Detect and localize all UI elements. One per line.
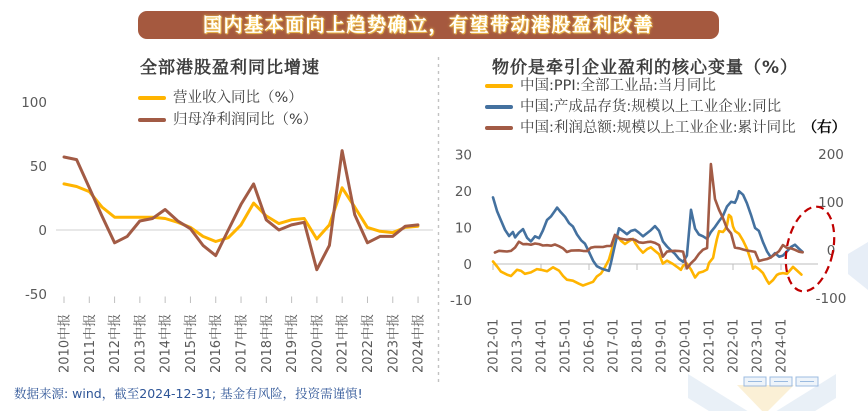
right-x-label: 2020-01 [678, 318, 694, 373]
left-x-label: 2011中报 [82, 313, 98, 373]
legend-item-total-profit [485, 119, 846, 137]
inventory-legend-swatch [485, 105, 513, 109]
left-x-label: 2010中报 [57, 313, 73, 373]
legend-item-profit [138, 111, 317, 129]
right-x-label: 2013-01 [510, 318, 526, 373]
left-y-label: 0 [38, 222, 47, 239]
left-x-label: 2017中报 [234, 313, 250, 373]
legend-item-inventory [485, 98, 781, 116]
right-x-label: 2014-01 [534, 318, 550, 373]
right-x-label: 2019-01 [654, 318, 670, 373]
left-y-label: 50 [29, 158, 47, 175]
right-right-y-label: 100 [818, 194, 844, 211]
right-x-label: 2018-01 [630, 318, 646, 373]
right-left-y-label: 30 [454, 147, 472, 164]
right-x-label: 2015-01 [558, 318, 574, 373]
right-left-y-label: 0 [463, 256, 472, 273]
right-x-label: 2016-01 [582, 318, 598, 373]
watermark-wedge [848, 242, 868, 290]
legend-item-ppi [485, 77, 716, 95]
right-x-label: 2012-01 [486, 318, 502, 373]
right-x-label: 2024-01 [774, 318, 790, 373]
left-x-label: 2018中报 [259, 313, 275, 373]
profit-legend-label: 归母净利润同比（%） [173, 112, 318, 128]
left-x-label: 2022中报 [360, 313, 376, 373]
left-y-label: -50 [24, 286, 47, 303]
right-right-y-label: 200 [818, 146, 844, 163]
left-x-label: 2016中报 [209, 313, 225, 373]
left-x-label: 2024中报 [411, 313, 427, 373]
revenue-legend-label: 营业收入同比（%） [173, 90, 303, 106]
right-x-label: 2017-01 [606, 318, 622, 373]
legend-item-revenue [138, 89, 303, 107]
left-x-label: 2014中报 [158, 313, 174, 373]
right-chart-title: 物价是牵引企业盈利的核心变量（%） [492, 58, 799, 78]
left-chart-title: 全部港股盈利同比增速 [140, 58, 320, 78]
right-chart-plot [450, 147, 846, 373]
left-x-label: 2019中报 [285, 313, 301, 373]
inventory-line [493, 191, 803, 271]
right-left-y-label: -10 [449, 293, 472, 310]
total-profit-legend-swatch [485, 126, 513, 130]
right-left-y-label: 20 [454, 184, 472, 200]
total-profit-line [495, 164, 803, 268]
banner-title: 国内基本面向上趋势确立，有望带动港股盈利改善 [138, 11, 719, 39]
right-x-label: 2022-01 [726, 318, 742, 373]
inventory-legend-label: 中国:产成品存货:规模以上工业企业:同比 [520, 99, 782, 115]
left-x-label: 2023中报 [386, 313, 402, 373]
right-x-label: 2021-01 [702, 318, 718, 373]
right-right-y-label: -100 [815, 290, 847, 307]
right-axis-suffix: （右） [802, 120, 847, 136]
profit-legend-swatch [138, 118, 166, 122]
revenue-legend-swatch [138, 96, 166, 100]
left-x-label: 2021中报 [335, 313, 351, 373]
left-x-label: 2020中报 [310, 313, 326, 373]
source-note: 数据来源: wind，截至2024-12-31; 基金有风险，投资需谨慎! [14, 386, 363, 401]
right-right-y-label: 0 [826, 242, 836, 259]
ppi-legend-swatch [485, 84, 513, 88]
revenue-line [64, 184, 418, 242]
total-profit-legend-label: 中国:利润总额:规模以上工业企业:累计同比 [520, 120, 796, 136]
left-x-label: 2015中报 [183, 313, 199, 373]
ppi-legend-label: 中国:PPI:全部工业品:当月同比 [520, 78, 716, 94]
right-left-y-label: 10 [454, 220, 472, 237]
right-x-label: 2023-01 [750, 318, 766, 373]
profit-line [64, 151, 418, 270]
left-chart-plot [21, 95, 433, 373]
left-x-label: 2013中报 [133, 313, 149, 373]
left-x-label: 2012中报 [108, 313, 124, 373]
left-y-label: 100 [21, 94, 47, 111]
